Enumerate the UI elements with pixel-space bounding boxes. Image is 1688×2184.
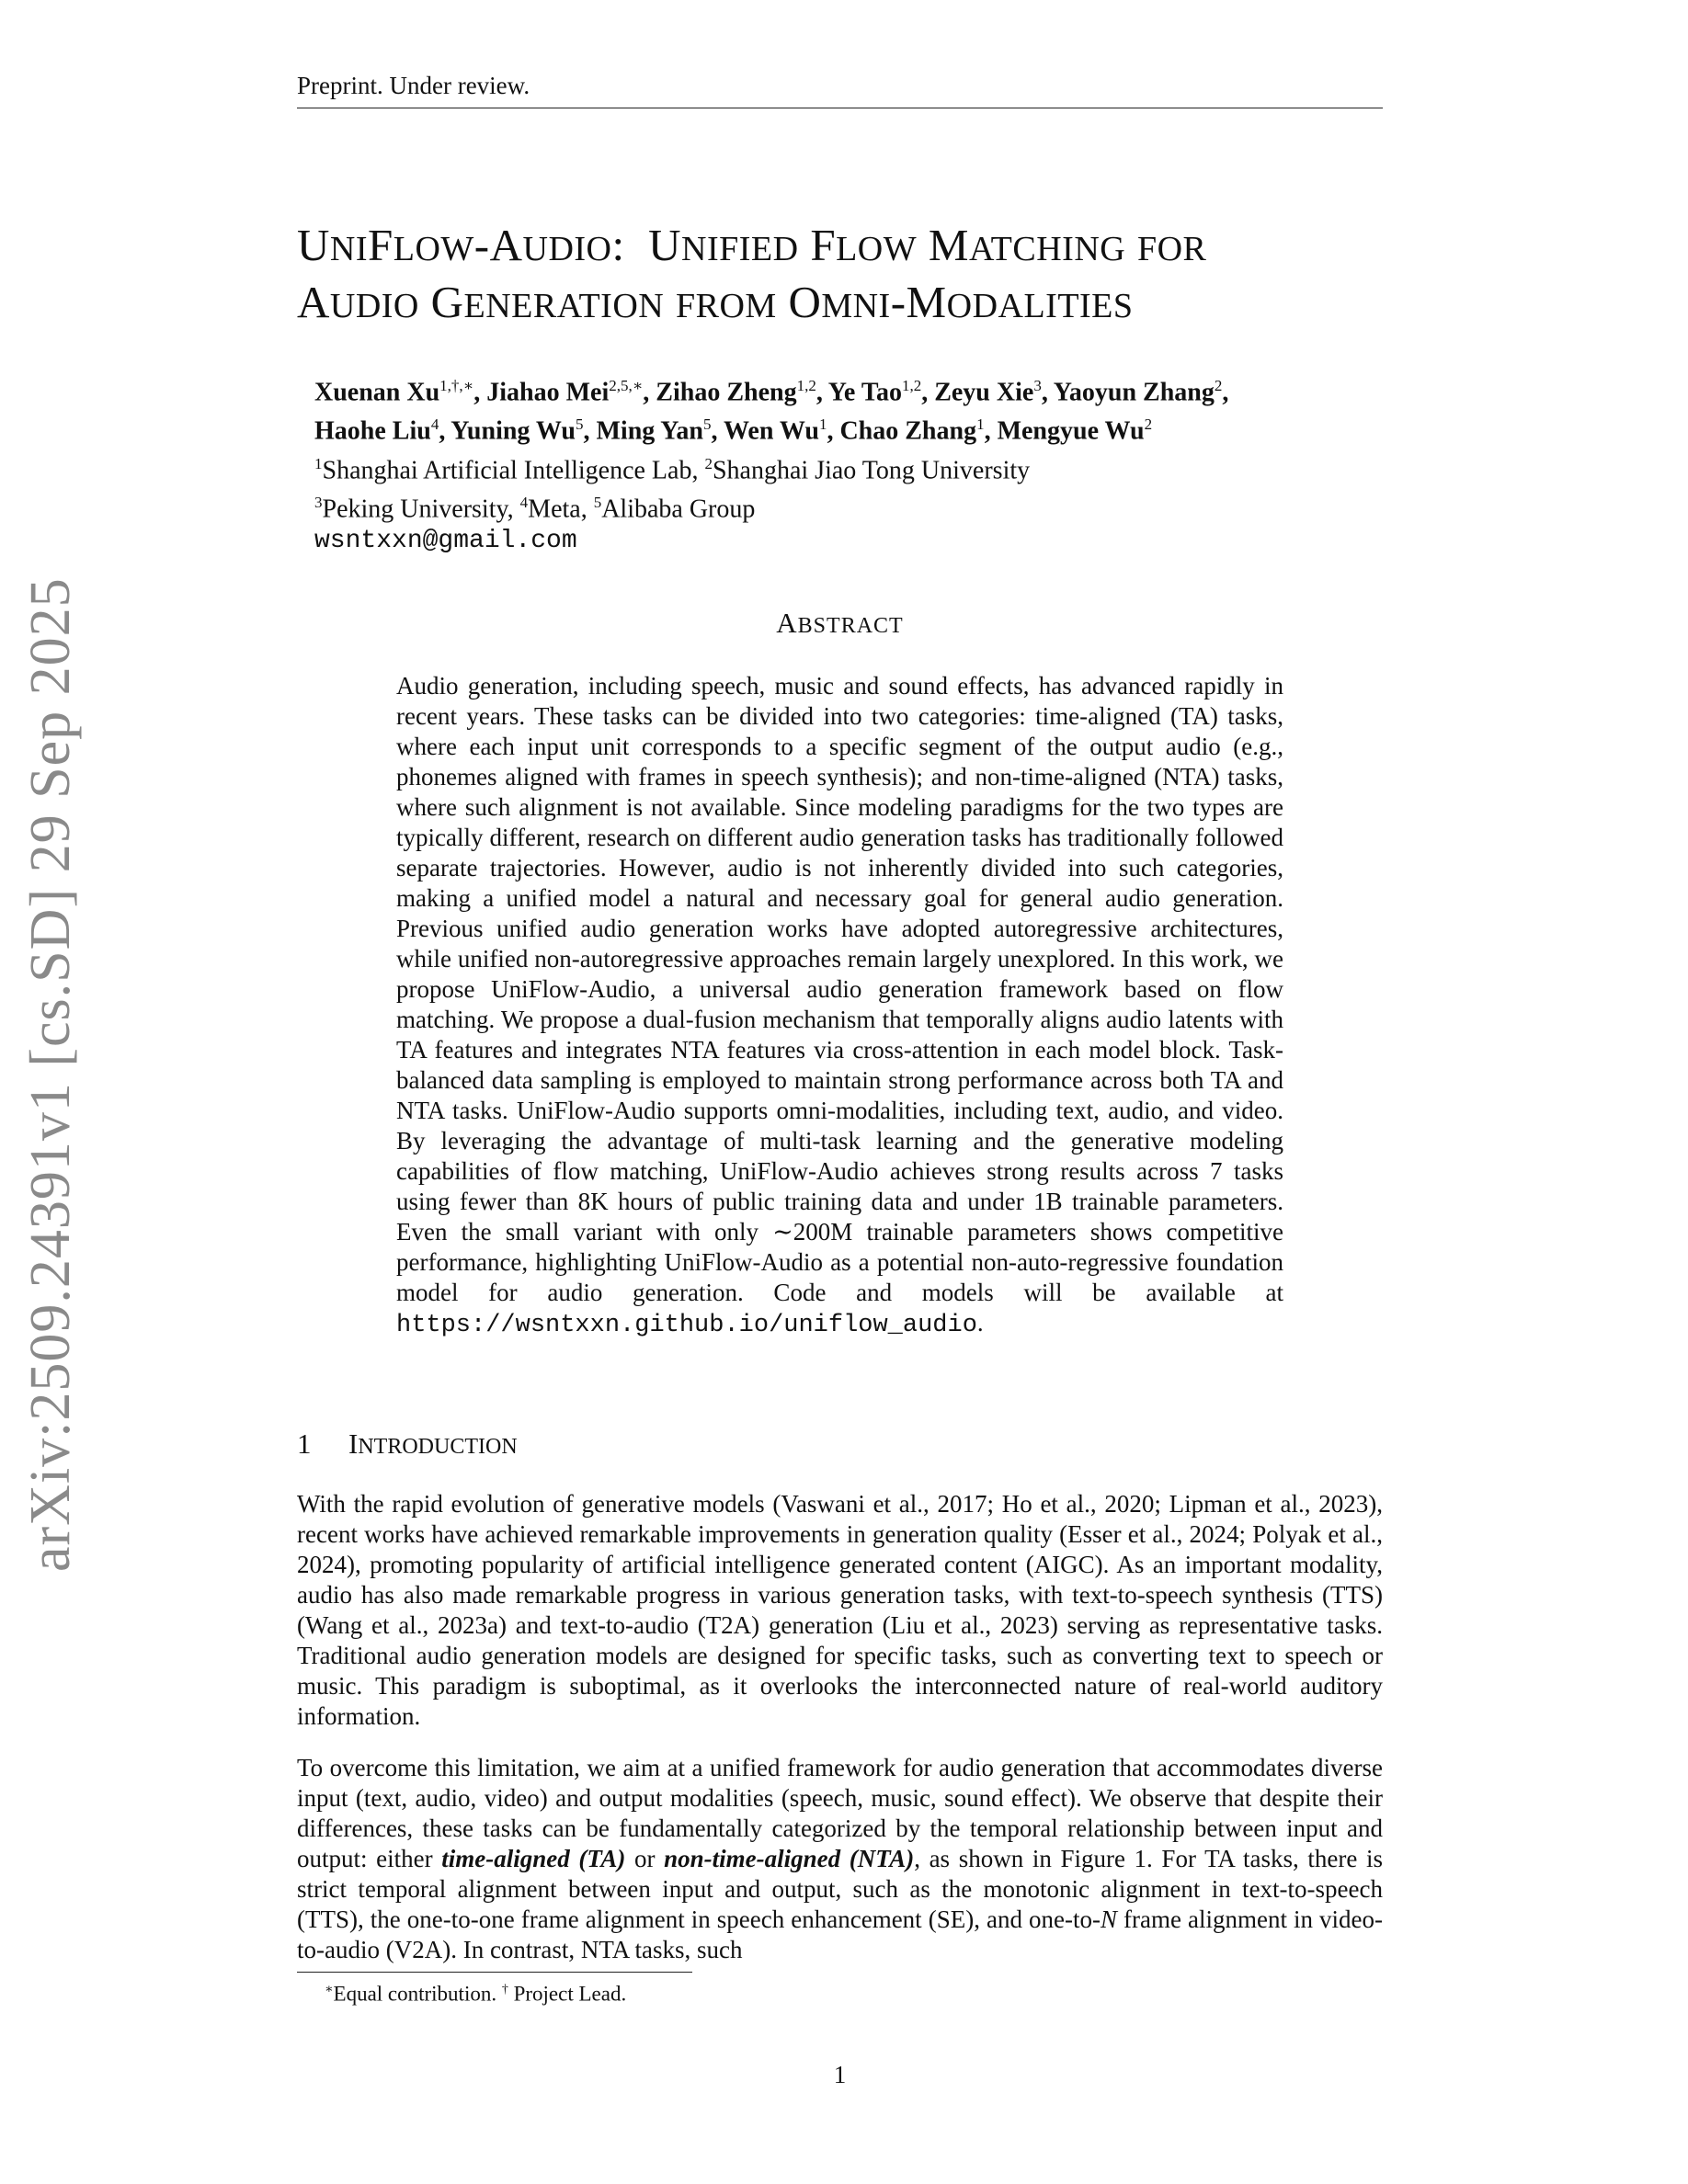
code-url-link[interactable]: https://wsntxxn.github.io/uniflow_audio xyxy=(396,1312,977,1339)
author-line-1: Xuenan $Xu^{1,\dagger,∗}$, Jiahao Mei$^{2,5,∗}$, Zihao Zheng$^{1,2}$, Ye Tao$^{1,2}$, Zeyu Xie$^3$, Yaoyun Zhang$^2$, xyxy=(314,377,1229,407)
section-title-initial: I xyxy=(348,1428,359,1460)
author-name: Zihao Zheng xyxy=(656,378,797,407)
author-name: Haohe Liu xyxy=(314,416,431,446)
title-smallcaps: LOW xyxy=(836,230,918,268)
title-smallcaps: MNI xyxy=(821,287,891,325)
intro-paragraph-2 xyxy=(297,1753,1383,1965)
title-smallcaps: UDIO xyxy=(522,230,612,268)
author-affiliation-mark: 4 xyxy=(430,415,439,434)
title-smallcaps: ATCHING xyxy=(968,230,1126,268)
title-separator xyxy=(419,277,431,327)
author-name: Ye Tao xyxy=(827,378,902,407)
title-initial: A xyxy=(489,220,523,270)
title-separator: - xyxy=(473,220,490,270)
section-number: 1 xyxy=(297,1428,312,1460)
title-separator xyxy=(917,220,929,270)
author-affiliation-mark: 2 xyxy=(1144,415,1153,434)
para2-part-c: frame alignment in video-to-audio (V2A). In contrast, NTA tasks, such xyxy=(297,1905,1384,1963)
title-initial: F xyxy=(810,220,837,270)
affiliation-line-2 xyxy=(314,486,1381,525)
author-affiliation-mark: 1,†,∗ xyxy=(439,377,474,394)
affiliation-name: Meta, xyxy=(528,495,594,524)
author-name: Ming Yan xyxy=(596,416,703,446)
affiliation-name: Shanghai Artificial Intelligence Lab, xyxy=(322,455,705,484)
author-affiliation-mark: 2 xyxy=(1214,377,1223,394)
author-name: Yaoyun Zhang xyxy=(1053,378,1215,407)
title-initial: M xyxy=(906,277,947,327)
section-title-rest: NTRODUCTION xyxy=(358,1435,518,1459)
author-name: Mengyue Wu xyxy=(997,416,1145,446)
affiliation-mark: 1 xyxy=(314,454,323,472)
author-affiliation-mark: 5 xyxy=(576,415,584,434)
author-affiliation-mark: 1,2 xyxy=(796,377,816,394)
term-non-time-aligned: non-time-aligned (NTA) xyxy=(664,1845,915,1872)
title-initial: O xyxy=(788,277,822,327)
title-smallcaps: ODALITIES xyxy=(946,287,1134,325)
intro-paragraph-1: With the rapid evolution of generative models (Vaswani et al., 2017; Ho et al., 2020; Lipman et al., 2023), recent works have achieved remarkable improvements in generation quality (Esser et al., 2024; Polyak et al., 2024), promoting popularity of artificial intelligence generated content (AIGC). As an important modality, audio has also made remarkable progress in various generation tasks, with text-to-speech synthesis (TTS) (Wang et al., 2023a) and text-to-audio (T2A) generation (Liu et al., 2023) serving as representative tasks. Traditional audio generation models are designed for specific tasks, such as converting text to speech or music. This paradigm is suboptimal, as it overlooks the interconnected nature of real-world auditory information. xyxy=(297,1490,1383,1730)
author-affiliation-mark: 1 xyxy=(818,415,827,434)
author-affiliation-mark: 1 xyxy=(976,415,985,434)
affiliation-mark: 3 xyxy=(314,493,323,511)
author-affiliation-mark: 5 xyxy=(702,415,712,434)
author-affiliation-mark: 3 xyxy=(1033,377,1042,394)
affiliation-name: Peking University, xyxy=(322,495,520,524)
title-smallcaps: NIFIED xyxy=(681,230,799,268)
affiliation-name: Alibaba Group xyxy=(601,495,756,524)
affiliation-name: Shanghai Jiao Tong University xyxy=(712,455,1031,484)
title-initial: M xyxy=(928,220,969,270)
para2-part-b: , as shown in Figure 1. For TA tasks, there is strict temporal alignment between input and output, such as the monotonic alignment in text-to-speech (TTS), the one-to-one frame alignment in speech enhancement (SE), and one-to- xyxy=(297,1845,1384,1933)
para2-or: or xyxy=(625,1845,665,1872)
para2-part-a: To overcome this limitation, we aim at a unified framework for audio generation that accommodates diverse input (text, audio, video) and output modalities (speech, music, sound effect). We observe that despite their differences, these tasks can be fundamentally categorized by the temporal relationship between input and output: either xyxy=(297,1754,1383,1872)
contact-email: wsntxxn@gmail.com xyxy=(314,527,577,556)
title-initial: U xyxy=(297,220,330,270)
affiliation-mark: 5 xyxy=(593,493,602,511)
author-name: Jiahao Mei xyxy=(486,378,610,407)
title-smallcaps: FROM xyxy=(675,287,777,325)
title-smallcaps: UDIO xyxy=(329,287,419,325)
term-time-aligned: time-aligned (TA) xyxy=(441,1845,626,1872)
footnote-mark-equal: ∗ xyxy=(325,1983,334,1996)
author-affiliation-mark: 1,2 xyxy=(901,377,922,394)
abstract-end: . xyxy=(976,1309,984,1337)
paper-title xyxy=(297,219,1383,333)
arxiv-stamp: arXiv:2509.24391v1 [cs.SD] 29 Sep 2025 xyxy=(19,577,82,1572)
title-smallcaps: LOW xyxy=(393,230,474,268)
title-initial: A xyxy=(297,277,330,327)
author-name: Xuenan Xu xyxy=(314,378,440,407)
affiliation-line-1 xyxy=(314,448,1381,486)
abstract-heading-rest: BSTRACT xyxy=(797,614,904,638)
author-name: Wen Wu xyxy=(723,416,819,446)
footnote-text-equal: Equal contribution. xyxy=(333,1982,502,2006)
title-smallcaps: ENERATION xyxy=(463,287,665,325)
running-header: Preprint. Under review. xyxy=(297,72,1383,108)
abstract-heading xyxy=(297,607,1383,640)
title-separator xyxy=(777,277,789,327)
title-initial: F xyxy=(368,220,393,270)
abstract-heading-initial: A xyxy=(776,607,798,639)
author-block xyxy=(314,370,1381,557)
author-line-2: Haohe Liu$^4$, Yuning Wu$^5$, Ming Yan$^5$, Wen Wu$^1$, Chao Zhang$^1$, Mengyue Wu$^2$ xyxy=(314,415,1153,446)
author-affiliation-mark: 2,5,∗ xyxy=(609,377,644,394)
title-separator: : xyxy=(611,220,649,270)
title-separator xyxy=(799,220,811,270)
section-heading-introduction xyxy=(297,1428,518,1461)
title-initial: G xyxy=(430,277,464,327)
title-separator xyxy=(1125,220,1137,270)
abstract-text: Audio generation, including speech, music and sound effects, has advanced rapidly in recent years. These tasks can be divided into two categories: time-aligned (TA) tasks, where each input unit corresponds to a specific segment of the output audio (e.g., phonemes aligned with frames in speech synthesis); and non-time-aligned (NTA) tasks, where such alignment is not available. Since modeling paradigms for the two types are typically different, research on different audio generation tasks has traditionally followed separate trajectories. However, audio is not inherently divided into such categories, making a unified model a natural and necessary goal for general audio generation. Previous unified audio generation works have adopted autoregressive architectures, while unified non-autoregressive approaches remain largely unexplored. In this work, we propose UniFlow-Audio, a universal audio generation framework based on flow matching. We propose a dual-fusion mechanism that temporally aligns audio latents with TA features and integrates NTA features via cross-attention in each model block. Task-balanced data sampling is employed to maintain strong performance across both TA and NTA tasks. UniFlow-Audio supports omni-modalities, including text, audio, and video. By leveraging the advantage of multi-task learning and the generative modeling capabilities of flow matching, UniFlow-Audio achieves strong results across 7 tasks using fewer than 8K hours of public training data and under 1B trainable parameters. Even the small variant with only ∼200M trainable parameters shows competitive performance, highlighting UniFlow-Audio as a potential non-auto-regressive foundation model for audio generation. Code and models will be available at xyxy=(396,672,1283,1306)
footnote xyxy=(325,1982,626,2007)
title-separator: - xyxy=(890,277,907,327)
title-smallcaps: NI xyxy=(329,230,368,268)
page-number: 1 xyxy=(833,2061,847,2088)
footnote-text-lead: Project Lead. xyxy=(508,1982,627,2006)
footnote-rule xyxy=(297,1972,692,1973)
author-name: Zeyu Xie xyxy=(934,378,1034,407)
title-line-2 xyxy=(297,276,1383,333)
footnote-mark-lead: † xyxy=(501,1983,508,1996)
author-name: Yuning Wu xyxy=(451,416,576,446)
author-name: Chao Zhang xyxy=(839,416,977,446)
math-n: N xyxy=(1100,1905,1117,1933)
affiliation-mark: 2 xyxy=(704,454,713,472)
affiliation-mark: 4 xyxy=(519,493,529,511)
abstract-body xyxy=(396,671,1283,1341)
title-initial: U xyxy=(648,220,682,270)
title-line-1 xyxy=(297,219,1383,276)
title-separator xyxy=(664,277,676,327)
title-smallcaps: FOR xyxy=(1136,230,1207,268)
